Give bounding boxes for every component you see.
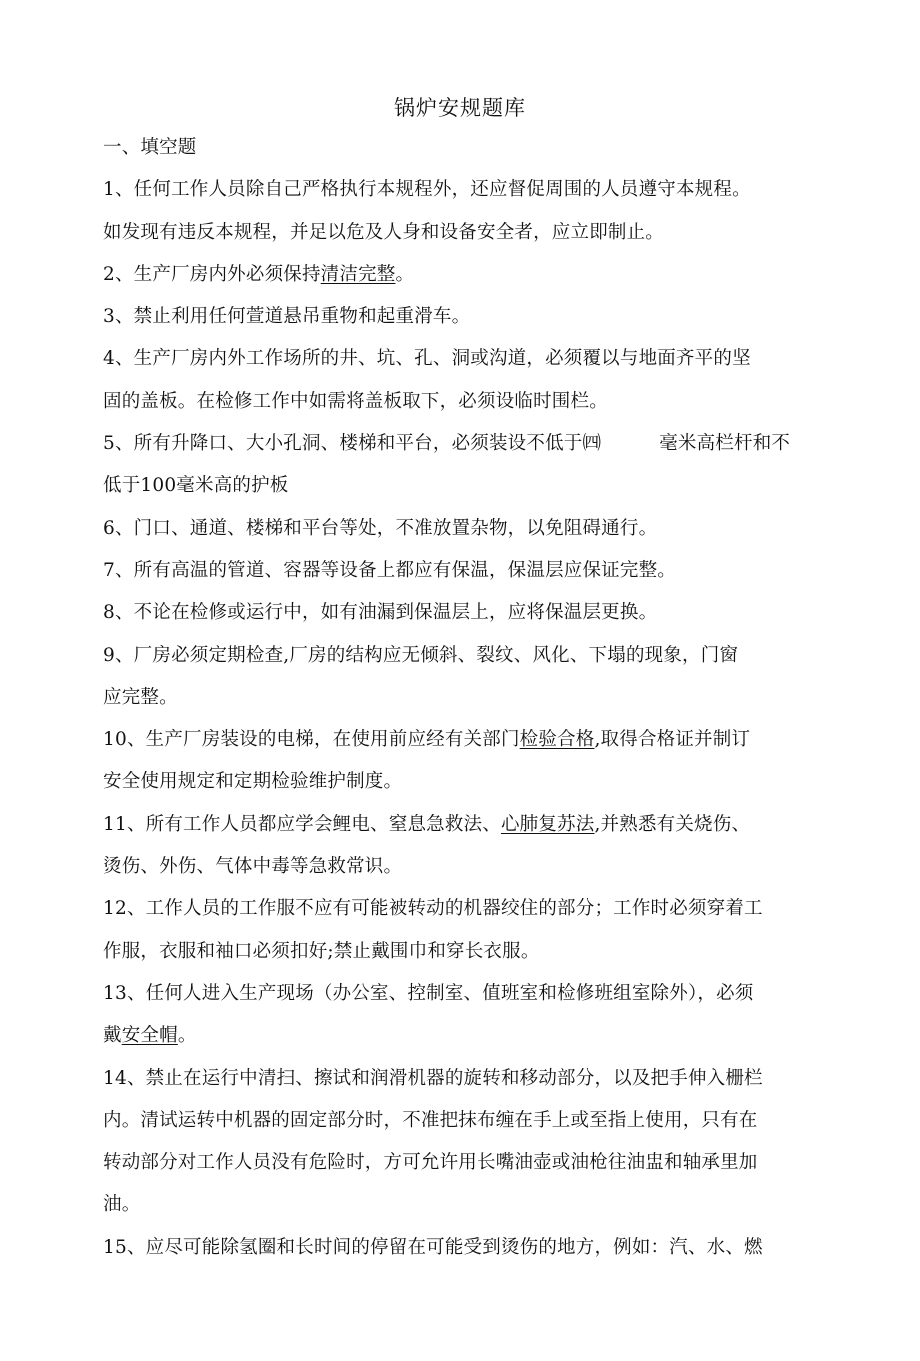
text: 应完整。 bbox=[103, 686, 178, 708]
text: 固的盖板。在检修工作中如需将盖板取下，必须设临时围栏。 bbox=[103, 390, 608, 412]
text-line bbox=[103, 260, 823, 302]
text: 4、生产厂房内外工作场所的井、坑、孔、洞或沟道，必须覆以与地面齐平的坚 bbox=[103, 348, 751, 370]
text-line bbox=[103, 556, 823, 598]
text: 。 bbox=[395, 263, 415, 285]
text-line bbox=[103, 683, 823, 725]
text: 11、所有工作人员都应学会鲤电、窒息急救法、 bbox=[103, 813, 501, 835]
text: 7、所有高温的管道、容器等设备上都应有保温，保温层应保证完整。 bbox=[103, 559, 676, 581]
text-line bbox=[103, 725, 823, 767]
text: 内。清试运转中机器的固定部分时，不准把抹布缠在手上或至指上使用，只有在 bbox=[103, 1109, 758, 1131]
text-line bbox=[103, 767, 823, 809]
text: 1、任何工作人员除自己严格执行本规程外，还应督促周围的人员遵守本规程。 bbox=[103, 179, 751, 201]
text: 。 bbox=[177, 1025, 197, 1047]
text-line bbox=[103, 598, 823, 640]
text: 15、应尽可能除氢圈和长时间的停留在可能受到烫伤的地方，例如：汽、水、燃 bbox=[103, 1236, 763, 1258]
answer-underlined: 心肺复苏法 bbox=[500, 813, 595, 835]
text-line bbox=[103, 514, 823, 556]
text: 作服，衣服和袖口必须扣好;禁止戴围巾和穿长衣服。 bbox=[103, 940, 540, 962]
text-line bbox=[103, 894, 823, 936]
text: 油。 bbox=[103, 1194, 141, 1216]
text-line bbox=[103, 1106, 823, 1148]
text-line bbox=[103, 302, 823, 344]
text: 烫伤、外伤、气体中毒等急救常识。 bbox=[103, 856, 403, 878]
text-line bbox=[103, 344, 823, 386]
text: 戴 bbox=[103, 1025, 122, 1047]
text: 转动部分对工作人员没有危险时，方可允许用长嘴油壶或油枪往油盅和轴承里加 bbox=[103, 1152, 758, 1174]
answer-underlined: 清洁完整 bbox=[320, 263, 396, 285]
text: 毫米高栏杆和不 bbox=[659, 433, 791, 455]
text-line bbox=[103, 937, 823, 979]
answer-underlined: 检验合格 bbox=[519, 729, 595, 751]
text-line bbox=[103, 1233, 823, 1275]
text: ,取得合格证并制订 bbox=[594, 729, 751, 751]
text: 13、任何人进入生产现场（办公室、控制室、值班室和检修班组室除外），必须 bbox=[103, 982, 754, 1004]
text: 12、工作人员的工作服不应有可能被转动的机器绞住的部分；工作时必须穿着工 bbox=[103, 898, 763, 920]
text-line bbox=[103, 387, 823, 429]
text-line bbox=[103, 1190, 823, 1232]
text-line bbox=[103, 1148, 823, 1190]
text-line bbox=[103, 852, 823, 894]
text: 低于100毫米高的护板 bbox=[103, 475, 289, 497]
text-line bbox=[103, 1021, 823, 1063]
text-line bbox=[103, 175, 823, 217]
text: 2、生产厂房内外必须保持 bbox=[103, 263, 321, 285]
text-line bbox=[103, 641, 823, 683]
document-title: 锅炉安规题库 bbox=[394, 96, 526, 120]
text-line bbox=[103, 810, 823, 852]
text: 3、禁止利用任何萱道悬吊重物和起重滑车。 bbox=[103, 306, 471, 328]
text: 如发现有违反本规程，并足以危及人身和设备安全者，应立即制止。 bbox=[103, 221, 665, 243]
answer-underlined: 安全帽 bbox=[121, 1025, 178, 1047]
text-line bbox=[103, 471, 823, 513]
text: 10、生产厂房装设的电梯，在使用前应经有关部门 bbox=[103, 729, 520, 751]
text-line bbox=[103, 218, 823, 260]
text: 14、禁止在运行中清扫、擦试和润滑机器的旋转和移动部分，以及把手伸入栅栏 bbox=[103, 1067, 763, 1089]
text-line bbox=[103, 979, 823, 1021]
document-body bbox=[103, 133, 823, 1275]
text-line bbox=[103, 429, 823, 471]
section-heading: 一、填空题 bbox=[103, 137, 197, 158]
text: 6、门口、通道、楼梯和平台等处，不准放置杂物，以免阻碍通行。 bbox=[103, 517, 658, 539]
text: 安全使用规定和定期检验维护制度。 bbox=[103, 771, 403, 793]
text: ,并熟悉有关烧伤、 bbox=[594, 813, 751, 835]
text: 9、厂房必须定期检查,厂房的结构应无倾斜、裂纹、风化、下塌的现象，门窗 bbox=[103, 644, 739, 666]
text: 5、所有升降口、大小孔洞、楼梯和平台，必须装设不低于㈣ bbox=[103, 433, 602, 455]
text-line bbox=[103, 1064, 823, 1106]
text: 8、不论在检修或运行中，如有油漏到保温层上，应将保温层更换。 bbox=[103, 602, 658, 624]
